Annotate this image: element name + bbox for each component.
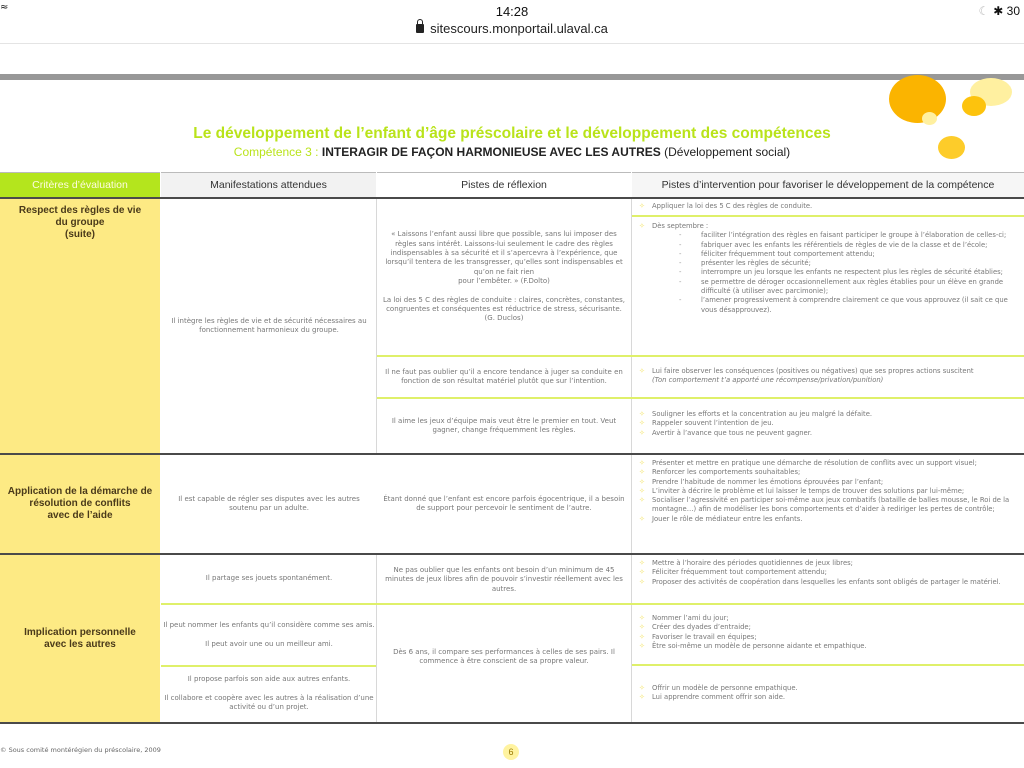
competence-domain: (Développement social) [660, 145, 791, 159]
intervention-subitem: - interrompre un jeu lorsque les enfants ne respectent plus les règles de sécurité établies; [634, 268, 1022, 277]
reflexion-quote: « Laissons l’enfant aussi libre que possible, sans lui imposer des règles sans intérêt. Laissons-lui seulement le cadre des règles indispensables à sa sécurité et il s’apercevra à l’expérience, que lorsqu’il tentera de les transgresser, qu’elles sont indispensables et qu’on ne fait rien [385, 230, 623, 276]
intervention-item: ✧ Avertir à l’avance que tous ne peuvent gagner. [634, 429, 1022, 438]
decor-circle-mid [962, 96, 986, 116]
criterion-line: avec les autres [44, 638, 116, 650]
intervention-item: ✧ Présenter et mettre en pratique une démarche de résolution de conflits avec un support visuel; [634, 459, 1022, 468]
row-divider [632, 664, 1024, 666]
header-manifestations: Manifestations attendues [161, 172, 376, 197]
intervention-item: ✧ Souligner les efforts et la concentration au jeu malgré la défaite. [634, 410, 1022, 419]
footer-copyright: © Sous comité montérégien du préscolaire, 2009 [0, 746, 161, 754]
row-divider [377, 355, 1024, 357]
reflexion-text: Il ne faut pas oublier qu’il a encore tendance à juger sa conduite en fonction de son résultat matériel plutôt que sur l’intention. [385, 367, 623, 385]
reflexion-cell [380, 455, 628, 553]
intervention-item: ✧ Favoriser le travail en équipes; [634, 633, 1022, 642]
criterion-line: Application de la démarche de [7, 486, 153, 497]
intervention-cell [634, 684, 1022, 703]
intervention-cell [634, 222, 1022, 315]
reflexion-text: La loi des 5 C des règles de conduite : claires, concrètes, constantes, congruentes et conséquentes est réductrice de stress, sécurisante. [382, 295, 626, 314]
intervention-item: ✧ Renforcer les comportements souhaitables; [634, 468, 1022, 477]
intervention-example: (Ton comportement t’a apporté une récompense/privation/punition) [652, 376, 884, 385]
intervention-cell [634, 614, 1022, 651]
page-top-band [0, 74, 1024, 80]
intervention-item: ✧ Mettre à l’horaire des périodes quotidiennes de jeux libres; [634, 559, 1022, 568]
status-time: 14:28 [495, 4, 529, 19]
criterion-line: avec de l’aide [47, 510, 113, 521]
criterion-respect-rules [0, 199, 160, 453]
decor-circle-large [889, 75, 946, 123]
reflexion-quote-source: pour l’embêter. » (F.Dolto) [458, 277, 550, 286]
intervention-subitem: - l’amener progressivement à comprendre clairement ce que vous approuvez (il sait ce que vous désapprouvez). [634, 296, 1022, 315]
page-number: 6 [503, 744, 519, 760]
status-right [978, 4, 1020, 18]
reflexion-source: (G. Duclos) [484, 314, 524, 323]
reflexion-text: Dès 6 ans, il compare ses performances à celles de ses pairs. Il commence à être conscient de sa propre valeur. [393, 647, 615, 665]
url-bar[interactable] [0, 21, 1024, 36]
header-intervention: Pistes d’intervention pour favoriser le développement de la compétence [632, 172, 1024, 197]
criterion-line: du groupe [55, 217, 105, 228]
manifestation-text: Il intègre les règles de vie et de sécurité nécessaires au fonctionnement harmonieux du groupe. [171, 316, 367, 334]
manifestation-text: Il propose parfois son aide aux autres enfants. [187, 675, 351, 684]
url-text: sitescours.monportail.ulaval.ca [430, 21, 608, 36]
criterion-personal-involvement [0, 555, 160, 722]
intervention-cell [634, 559, 1022, 587]
intervention-item: ✧ Offrir un modèle de personne empathique. [634, 684, 1022, 693]
criterion-conflict-resolution [0, 455, 160, 553]
row-divider [377, 397, 1024, 399]
intervention-item: ✧ Rappeler souvent l’intention de jeu. [634, 419, 1022, 428]
intervention-item: ✧ Dès septembre : [634, 222, 1022, 231]
intervention-item: ✧ Jouer le rôle de médiateur entre les enfants. [634, 515, 1022, 524]
document-subtitle [0, 145, 1024, 159]
intervention-item: ✧ Socialiser l’agressivité en participer soi-même aux jeux combatifs (bataille de balles mousse, le Roi de la montagne…) afin de modéliser les bons comportements et d’aider à rediriger les pertes de contrôle; [634, 496, 1022, 515]
intervention-item: ✧ Proposer des activités de coopération dans lesquelles les enfants sont obligés de partager le matériel. [634, 578, 1022, 587]
row-divider [632, 215, 1024, 217]
criterion-line: (suite) [65, 229, 95, 240]
row-divider [161, 665, 376, 667]
manifestation-cell [163, 606, 375, 664]
intervention-item: ✧ Prendre l’habitude de nommer les émotions éprouvées par l’enfant; [634, 478, 1022, 487]
header-criteria: Critères d’évaluation [0, 172, 160, 197]
intervention-subitem: - présenter les règles de sécurité; [634, 259, 1022, 268]
reflexion-cell [380, 202, 628, 352]
reflexion-cell [384, 358, 624, 396]
intervention-subitem: - fabriquer avec les enfants les référentiels de règles de vie de la classe et de l’école; [634, 241, 1022, 250]
manifestation-cell [163, 455, 375, 553]
intervention-item: ✧ Féliciter fréquemment tout comportement attendu; [634, 568, 1022, 577]
reflexion-cell [384, 402, 624, 450]
moon-icon: ☾ [978, 4, 990, 18]
manifestation-text: Il est capable de régler ses disputes avec les autres soutenu par un adulte. [178, 494, 360, 512]
manifestation-cell [163, 668, 375, 720]
intervention-item: ✧ L’inviter à décrire le problème et lui laisser le temps de trouver des solutions par lui-même; [634, 487, 1022, 496]
column-divider [376, 199, 377, 453]
intervention-item: ✧ Créer des dyades d’entraide; [634, 623, 1022, 632]
battery-level: 30 [1006, 4, 1020, 18]
status-bar [0, 0, 1024, 22]
manifestation-cell [163, 555, 375, 603]
header-reflexion: Pistes de réflexion [377, 172, 631, 197]
criterion-line: Respect des règles de vie [18, 205, 142, 216]
decor-circle-small [922, 112, 937, 125]
intervention-item: ✧ Nommer l’ami du jour; [634, 614, 1022, 623]
intervention-item: ✧ Être soi-même un modèle de personne aidante et empathique. [634, 642, 1022, 651]
manifestation-text: Il peut avoir une ou un meilleur ami. [205, 639, 333, 648]
row-divider [161, 603, 1024, 605]
intervention-cell [634, 367, 1022, 386]
manifestation-text: Il peut nommer les enfants qu’il considère comme ses amis. [163, 621, 375, 630]
manifestation-text: Il collabore et coopère avec les autres à la réalisation d’une activité ou d’un projet. [164, 693, 374, 712]
intervention-cell [634, 459, 1022, 524]
document-title: Le développement de l’enfant d’âge préscolaire et le développement des compétences [193, 125, 831, 142]
bluetooth-icon: ✱ [993, 4, 1004, 18]
reflexion-text: Ne pas oublier que les enfants ont besoin d’un minimum de 45 minutes de jeux libres afin de pouvoir s’investir réellement avec les autres. [385, 565, 623, 593]
reflexion-text: Il aime les jeux d’équipe mais veut être le premier en tout. Veut gagner, change fréquemment les règles. [391, 416, 617, 434]
intervention-subitem: - faciliter l’intégration des règles en faisant participer le groupe à l’élaboration de celles-ci; [634, 231, 1022, 240]
reflexion-text: Étant donné que l’enfant est encore parfois égocentrique, il a besoin de support pour percevoir le sentiment de l’autre. [383, 494, 625, 512]
intervention-subitem: - se permettre de déroger occasionnellement aux règles établies pour un élève en grande difficulté (à utiliser avec parcimonie); [634, 278, 1022, 297]
lock-icon [416, 24, 424, 33]
intervention-item: ✧ Lui faire observer les conséquences (positives ou négatives) que ses propres actions suscitent [634, 367, 1022, 376]
column-divider [376, 555, 377, 722]
competence-name: INTERAGIR DE FAÇON HARMONIEUSE AVEC LES AUTRES [321, 145, 661, 159]
criterion-line: résolution de conflits [29, 498, 131, 509]
browser-divider [0, 43, 1024, 44]
reflexion-cell [380, 642, 628, 672]
competence-label: Compétence 3 : [233, 145, 322, 159]
intervention-item: ✧ Lui apprendre comment offrir son aide. [634, 693, 1022, 702]
table-bottom-rule [0, 722, 1024, 724]
manifestation-text: Il partage ses jouets spontanément. [205, 574, 333, 583]
intervention-cell [634, 202, 1022, 211]
competence-table [0, 172, 1024, 722]
reflexion-cell [380, 557, 628, 603]
criterion-line: Implication personnelle [24, 626, 136, 638]
wifi-icon: ≈ [0, 2, 9, 13]
manifestation-cell [163, 199, 375, 453]
intervention-item: ✧ Appliquer la loi des 5 C des règles de conduite. [634, 202, 1022, 211]
intervention-subitem: - féliciter fréquemment tout comportement attendu; [634, 250, 1022, 259]
column-divider [631, 199, 632, 722]
intervention-cell [634, 410, 1022, 438]
